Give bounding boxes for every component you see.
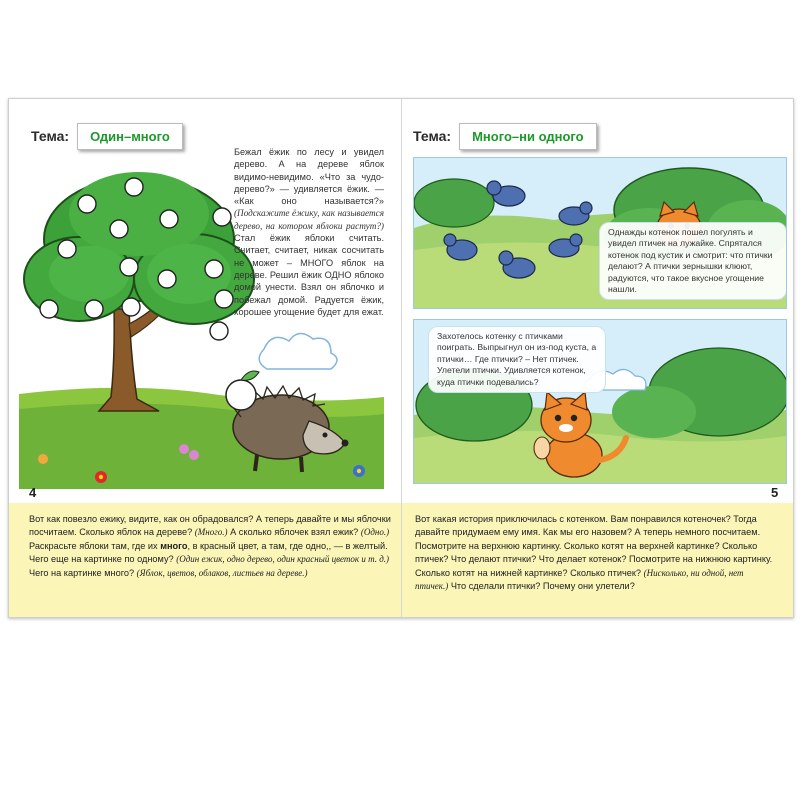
left-page-number: 4 — [29, 485, 37, 500]
scene-kitten-alone — [413, 319, 787, 484]
page-gutter — [401, 99, 402, 617]
story-bubble-bottom: Захотелось котенку с птичками поиграть. Выпрыгнул он из-под куста, а птички… Где птички? – Нет птичек. Улетели птички. Удивляется котенок, куда птички подевались? — [428, 326, 606, 393]
scene-birds-pecking — [413, 157, 787, 309]
story-bubble-top: Однажды котенок пошел погулять и увидел птичек на лужайке. Спрятался котенок под кустик и смотрит: что птички делают? А птички зернышки клюют, радуются, что такое вкусное угощение нашли. — [599, 222, 787, 300]
tema-label: Тема: — [31, 128, 70, 144]
left-topic-header — [31, 121, 183, 151]
left-story-text — [234, 146, 384, 318]
carried-apple — [226, 380, 256, 410]
left-topic-title: Один–много — [77, 123, 183, 150]
left-parent-instructions: Вот как повезло ежику, видите, как он обрадовался? А теперь давайте и мы яблочки посчитаем. Сколько яблок на дереве? (Много.) А сколько яблочек взял ежик? (Одно.) Раскрасьте яблоки там, где их много, в красный цвет, а там, где одно,, — в желтый. Чего еще на картинке по одному? (Один ежик, одно дерево, один красный цветок и т. д.) Чего на картинке много? (Яблок, цветов, облаков, листьев на дереве.) — [29, 514, 391, 578]
story-paragraph-1: Бежал ёжик по лесу и увидел дерево. А на дереве яблок видимо-невидимо. «Что за чудо-дерево?» — удивляется ёжик. — «Как оно называется?» — [234, 147, 384, 207]
right-topic-header — [413, 121, 597, 151]
story-paragraph-2: Стал ёжик яблоки считать. Считает, считает, никак сосчитать не может – МНОГО яблок на дереве. Решил ёжик ОДНО яблоко домой унести. Взял он яблочко и побежал домой. Радуется ёжик, хорошее угощение будет для ежат. — [234, 233, 384, 317]
story-hint: (Подскажите ёжику, как называется дерево, на котором яблоки растут?) — [234, 208, 384, 231]
tema-label: Тема: — [413, 128, 452, 144]
book-spread — [8, 98, 794, 618]
cloud — [259, 333, 337, 369]
right-parent-instructions: Вот какая история приключилась с котенком. Вам понравился котеночек? Тогда давайте придумаем ему имя. Как мы его назовем? А теперь немного посчитаем. Посмотрите на верхнюю картинку. Сколько котят на верхней картинке? Сколько птичек? Что делают птички? Что делает котенок? Посмотрите на нижнюю картинку. Сколько котят на нижней картинке? Сколько птичек? (Нисколько, ни одной, нет птичек.) Что сделали птички? Почему они улетели? — [415, 514, 773, 592]
bush-left — [414, 179, 494, 227]
right-page-number: 5 — [771, 485, 779, 500]
right-topic-title: Много–ни одного — [459, 123, 597, 150]
